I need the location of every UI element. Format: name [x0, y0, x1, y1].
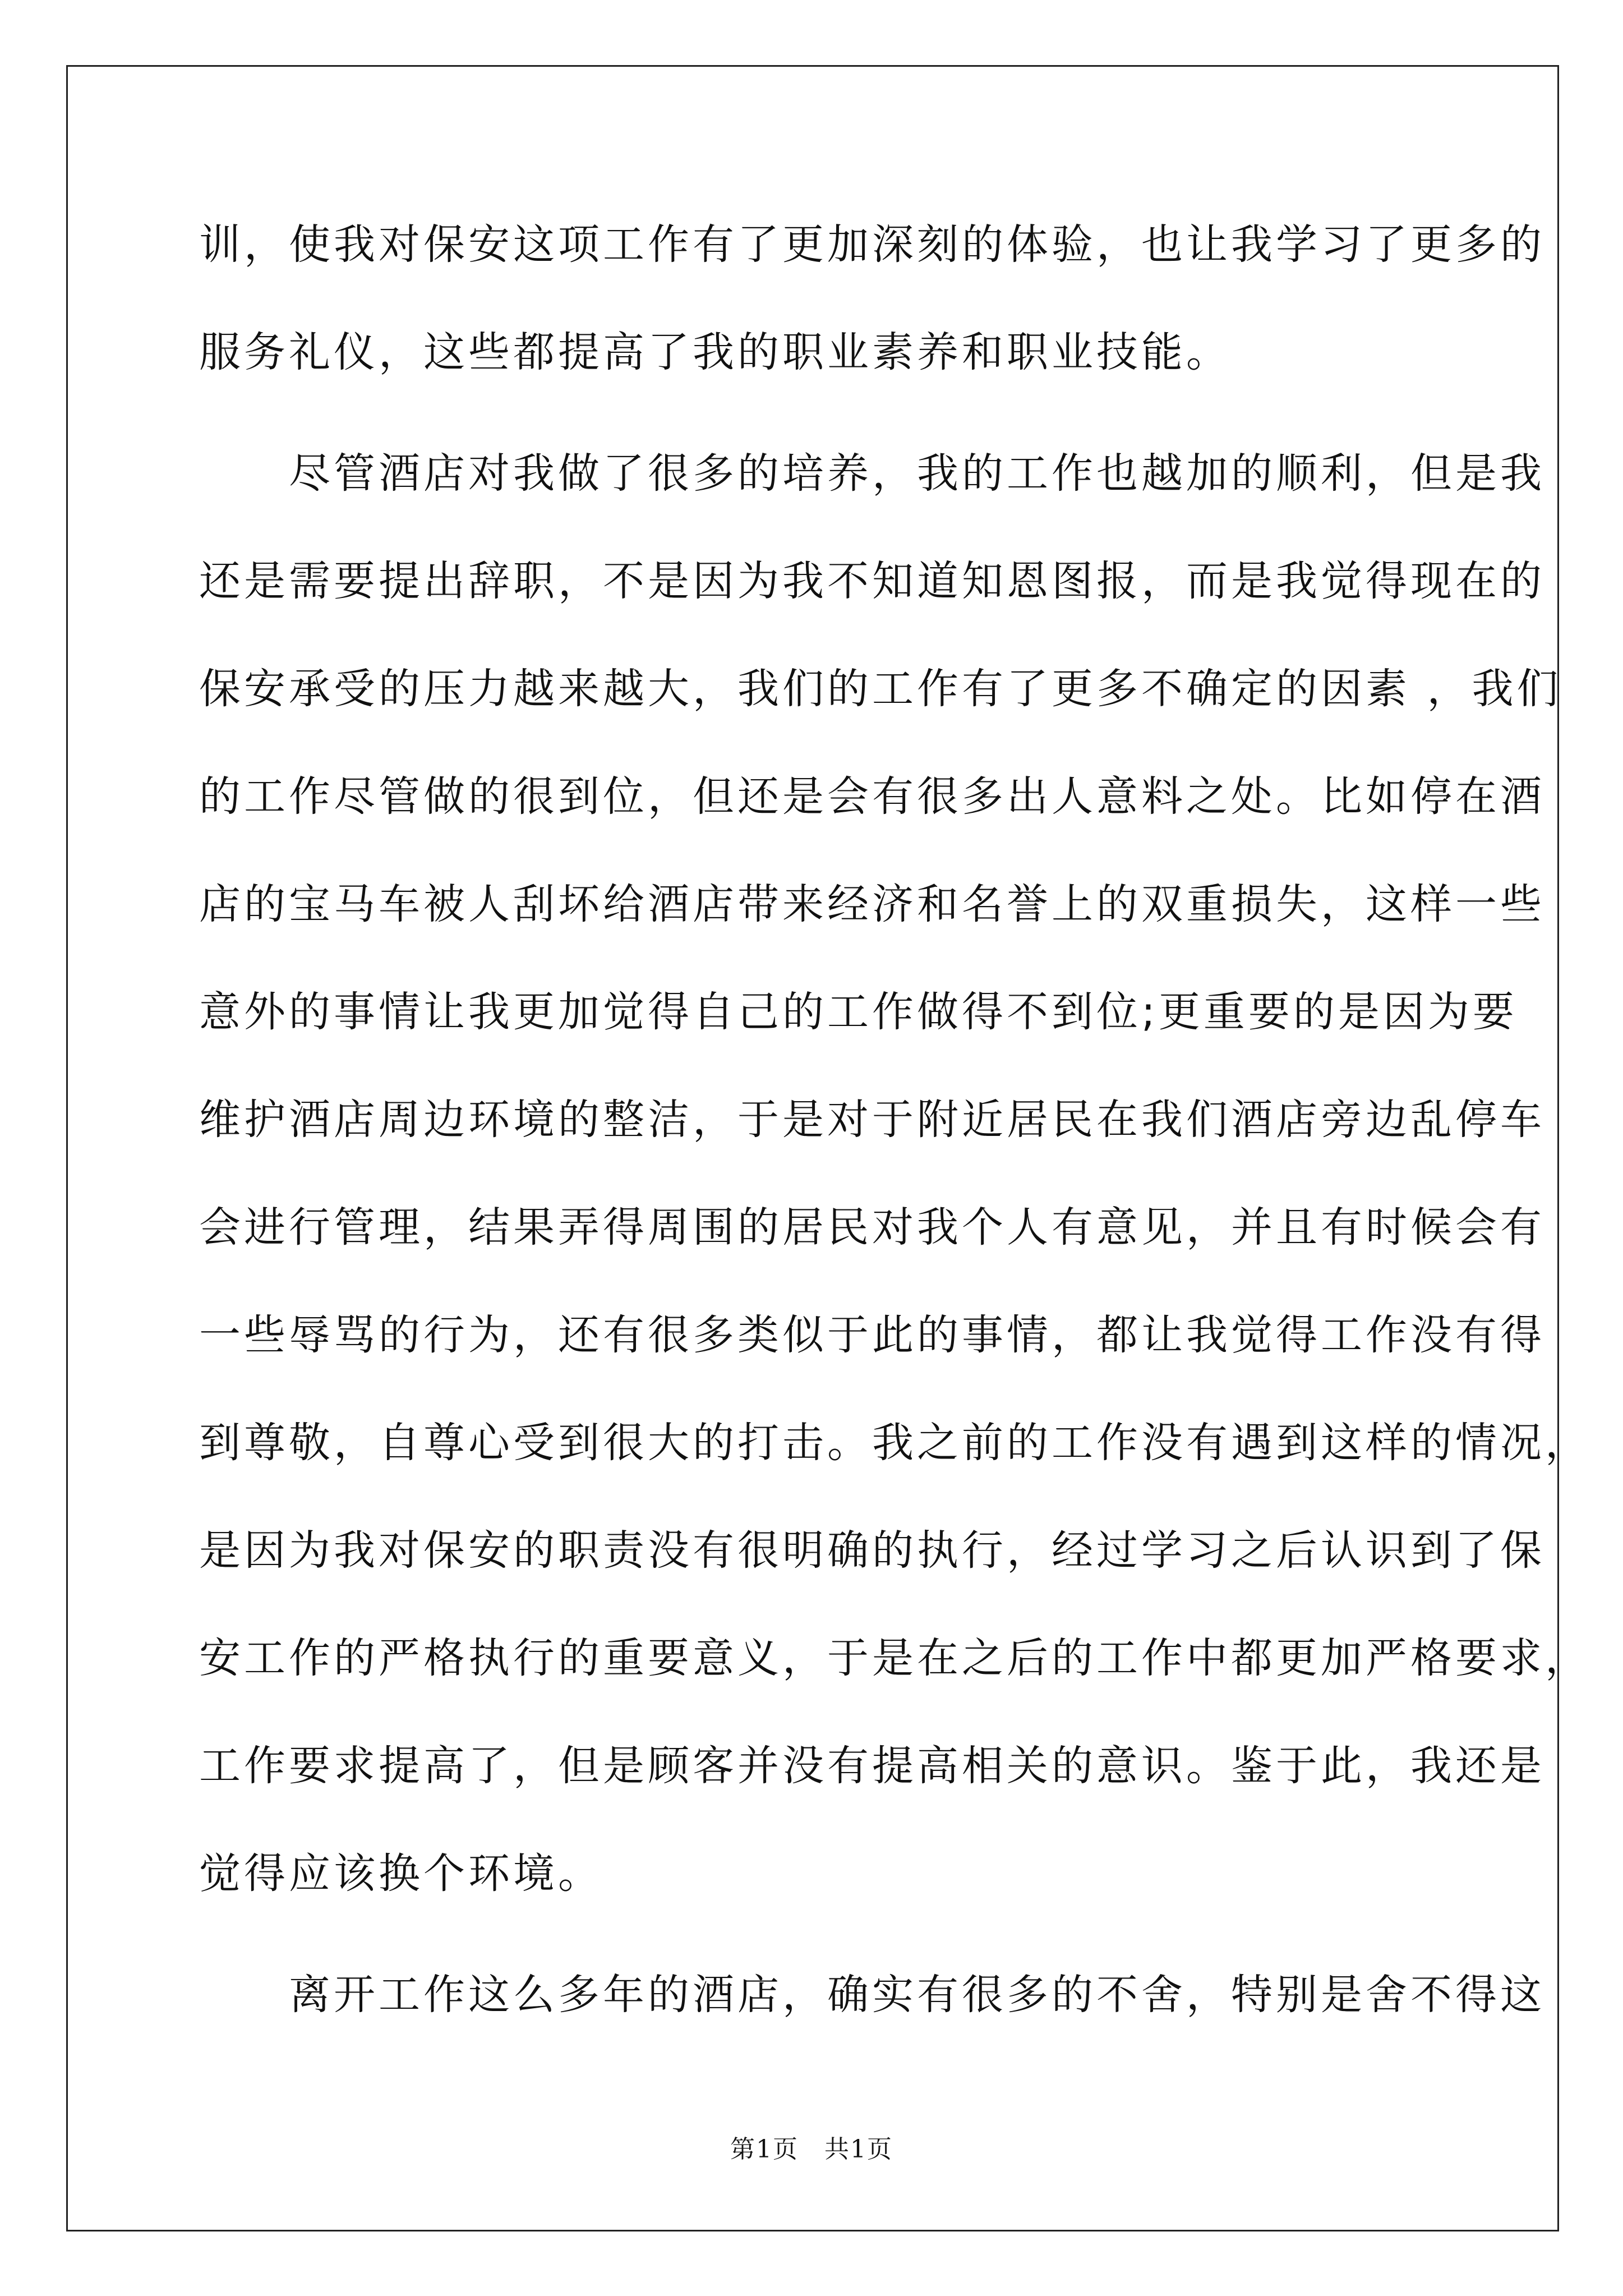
text-line: 店的宝马车被人刮坏给酒店带来经济和名誉上的双重损失，这样一些 [199, 880, 1545, 928]
text-line: 一些辱骂的行为，还有很多类似于此的事情，都让我觉得工作没有得 [199, 1311, 1545, 1359]
document-body [199, 191, 1590, 2049]
text-line: 意外的事情让我更加觉得自己的工作做得不到位;更重要的是因为要 [199, 988, 1518, 1036]
text-line: 安工作的严格执行的重要意义，于是在之后的工作中都更加严格要求， [199, 1634, 1590, 1682]
text-line: 工作要求提高了，但是顾客并没有提高相关的意识。鉴于此，我还是 [199, 1742, 1545, 1790]
text-line: 是因为我对保安的职责没有很明确的执行，经过学习之后认识到了保 [199, 1526, 1545, 1575]
text-line: 保安承受的压力越来越大，我们的工作有了更多不确定的因素 ，我们 [199, 665, 1562, 713]
text-line: 还是需要提出辞职，不是因为我不知道知恩图报，而是我觉得现在的 [199, 557, 1545, 605]
text-line: 觉得应该换个环境。 [199, 1849, 603, 1898]
page-number-footer: 第1页 共1页 [730, 2135, 893, 2164]
text-line: 训，使我对保安这项工作有了更加深刻的体验，也让我学习了更多的 [199, 220, 1545, 269]
paragraph-start-line: 尽管酒店对我做了很多的培养，我的工作也越加的顺利，但是我 [199, 449, 1545, 498]
text-line: 会进行管理，结果弄得周围的居民对我个人有意见，并且有时候会有 [199, 1203, 1545, 1251]
paragraph-start-line: 离开工作这么多年的酒店，确实有很多的不舍，特别是舍不得这 [199, 1971, 1545, 2019]
text-line: 到尊敬，自尊心受到很大的打击。我之前的工作没有遇到这样的情况， [199, 1419, 1590, 1467]
text-line: 维护酒店周边环境的整洁，于是对于附近居民在我们酒店旁边乱停车 [199, 1096, 1545, 1144]
text-line: 的工作尽管做的很到位，但还是会有很多出人意料之处。比如停在酒 [199, 772, 1545, 821]
text-line: 服务礼仪，这些都提高了我的职业素养和职业技能。 [199, 328, 1231, 376]
